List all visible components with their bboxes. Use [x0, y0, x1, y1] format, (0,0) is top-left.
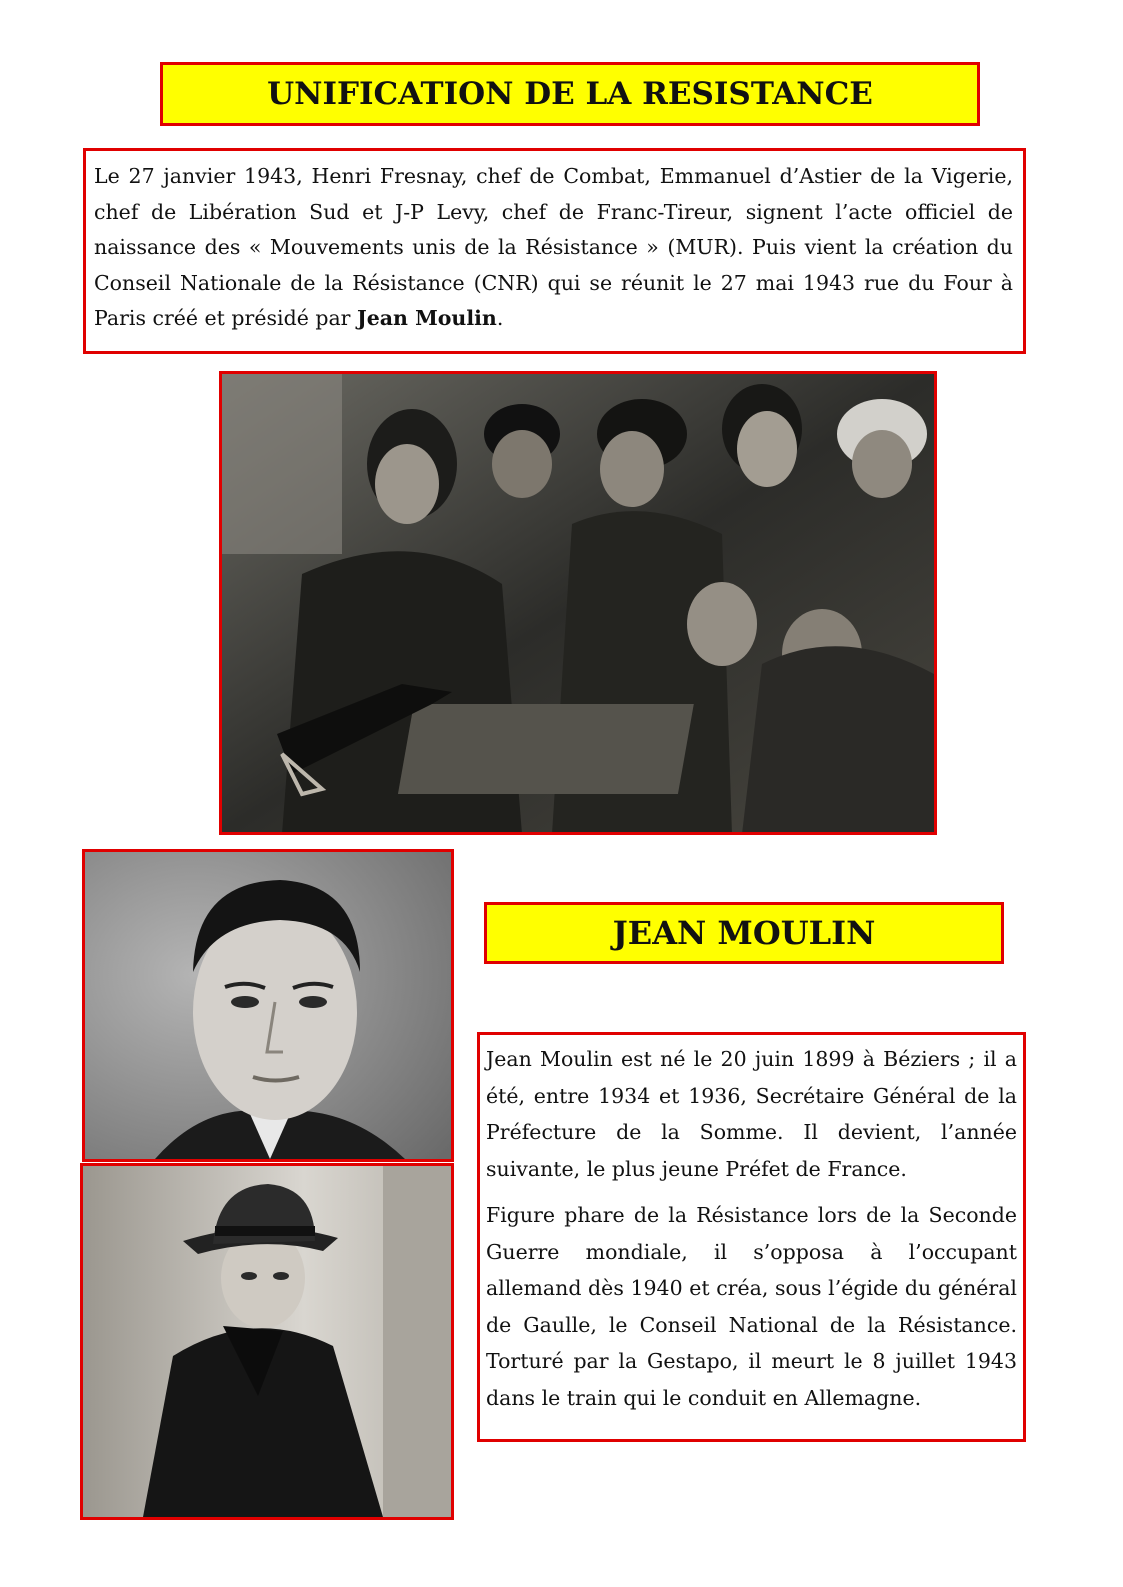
section-title-jean-moulin: [484, 902, 1004, 964]
bio-text-box: [477, 1032, 1026, 1442]
section-title-unification-text: UNIFICATION DE LA RESISTANCE: [267, 76, 873, 112]
intro-text: Le 27 janvier 1943, Henri Fresnay, chef de Combat, Emmanuel d’Astier de la Vigerie, chef de Libération Sud et J-P Levy, chef de Franc-Tireur, signent l’acte officiel de naissance des « Mouvements unis de la Résistance » (MUR). Puis vient la création du Conseil Nationale de la Résistance (CNR) qui se réunit le 27 mai 1943 rue du Four à Paris créé et présidé par: [94, 164, 1013, 330]
intro-text-end: .: [496, 306, 504, 330]
bio-paragraph-1: Jean Moulin est né le 20 juin 1899 à Béziers ; il a été, entre 1934 et 1936, Secrétaire Général de la Préfecture de la Somme. Il devient, l’année suivante, le plus jeune Préfet de France.: [486, 1047, 1017, 1181]
intro-bold-name: Jean Moulin: [357, 306, 497, 330]
resistance-group-photo: [219, 371, 937, 835]
jean-moulin-hat-photo: [80, 1163, 454, 1520]
intro-text-box: [83, 148, 1026, 354]
intro-paragraph: [94, 159, 1013, 337]
section-title-jean-moulin-text: JEAN MOULIN: [612, 914, 876, 952]
bio-paragraph-2: Figure phare de la Résistance lors de la Seconde Guerre mondiale, il s’opposa à l’occupant allemand dès 1940 et créa, sous l’égide du général de Gaulle, le Conseil National de la Résistance. Torturé par la Gestapo, il meurt le 8 juillet 1943 dans le train qui le conduit en Allemagne.: [486, 1203, 1017, 1410]
jean-moulin-portrait-photo: [82, 849, 454, 1162]
section-title-unification: [160, 62, 980, 126]
